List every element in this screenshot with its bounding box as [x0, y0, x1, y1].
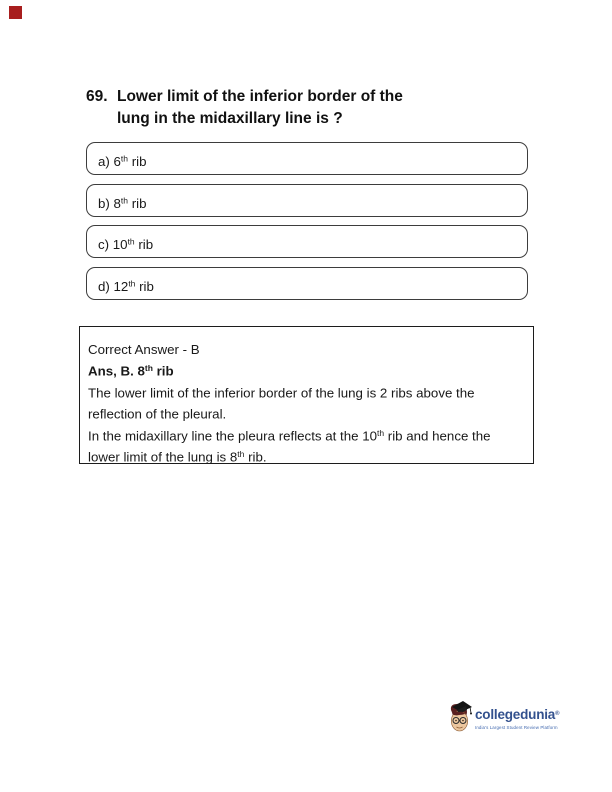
- explanation-line: The lower limit of the inferior border of the lung is 2 ribs above the: [88, 385, 475, 400]
- explanation-line: In the midaxillary line the pleura reflects at the 10th rib and hence the: [88, 427, 491, 443]
- brand-tagline: India's Largest Student Review Platform: [475, 725, 558, 730]
- collegedunia-mascot-icon: [448, 700, 473, 741]
- option-d-label: d) 12th rib: [98, 278, 154, 294]
- registered-mark: ®: [555, 711, 560, 717]
- explanation-line: lower limit of the lung is 8th rib.: [88, 449, 267, 465]
- option-a-label: a) 6th rib: [98, 153, 147, 169]
- option-b[interactable]: [86, 184, 528, 217]
- answer-box: [79, 326, 534, 464]
- option-a[interactable]: [86, 142, 528, 175]
- explanation-line: reflection of the pleural.: [88, 406, 227, 422]
- answer-line: Ans, B. 8th rib: [88, 363, 174, 379]
- option-c[interactable]: [86, 225, 528, 258]
- logo-text: [475, 700, 559, 730]
- question-text-line1: Lower limit of the inferior border of the: [117, 88, 403, 105]
- correct-answer-line: Correct Answer - B: [88, 342, 200, 357]
- brand-name: collegedunia®: [475, 707, 560, 722]
- option-d[interactable]: [86, 267, 528, 300]
- corner-marker: [9, 6, 22, 19]
- question-number: 69.: [86, 88, 108, 105]
- question-text-line2: lung in the midaxillary line is ?: [117, 110, 343, 127]
- option-c-label: c) 10th rib: [98, 236, 154, 252]
- option-b-label: b) 8th rib: [98, 195, 147, 211]
- collegedunia-logo: [448, 700, 559, 741]
